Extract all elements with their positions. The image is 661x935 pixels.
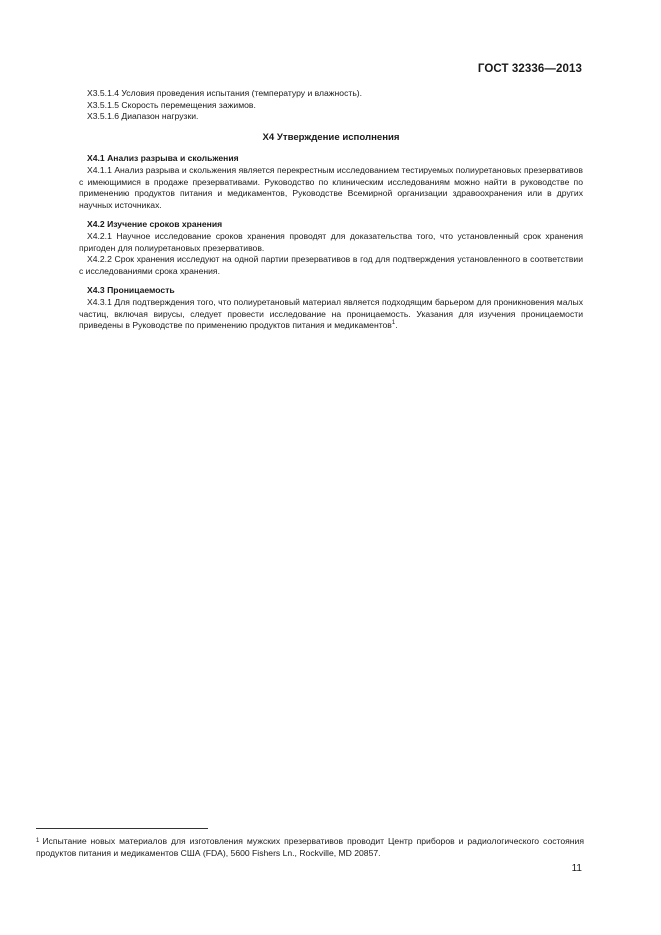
subsection-heading: Х4.3 Проницаемость (87, 285, 175, 296)
footnote-divider (36, 828, 208, 829)
document-body (79, 88, 583, 332)
paragraph-end: . (395, 320, 398, 331)
footnote-reference[interactable]: 1 (391, 320, 396, 327)
list-item: X3.5.1.4 Условия проведения испытания (температуру и влажность). (87, 88, 363, 98)
subsection-heading: Х4.1 Анализ разрыва и скольжения (87, 153, 239, 164)
paragraph: Х4.1.1 Анализ разрыва и скольжения является перекрестным исследованием тестируемых полиуретановых презервативов с имеющимися в продаже презервативами. Руководство по клиническим исследованиям можно найти в руководстве по применению продуктов питания и медикаментов, Руководстве Всемирной организации здравоохранения или в других научных источниках. (79, 164, 583, 210)
paragraph: Х4.2.2 Срок хранения исследуют на одной партии презервативов в год для подтверждения установленного в соответствии с исследованиями срока хранения. (79, 254, 583, 276)
footnote-text: Испытание новых материалов для изготовления мужских презервативов проводит Центр приборов и радиологического состояния продуктов питания и медикаментов США (FDA), 5600 Fishers Ln., Rockville, MD 20857. (36, 836, 584, 858)
footnote (36, 836, 584, 859)
list-item: X3.5.1.5 Скорость перемещения зажимов. (87, 99, 256, 110)
paragraph-text: Х4.3.1 Для подтверждения того, что полиуретановый материал является подходящим барьером для проникновения малых частиц, включая вирусы, следует провести исследование на проницаемость. Указания для изучения проницаемости приведены в Руководстве по применению продуктов питания и медикаментов (79, 296, 583, 331)
footnote-mark: 1 (36, 838, 40, 844)
document-code: ГОСТ 32336—2013 (477, 63, 582, 75)
page-number: 11 (571, 863, 582, 874)
paragraph (79, 297, 583, 332)
section-title: Х4 Утверждение исполнения (262, 131, 400, 143)
subsection-heading: Х4.2 Изучение сроков хранения (87, 219, 223, 230)
paragraph: Х4.2.1 Научное исследование сроков хранения проводят для доказательства того, что установленный срок хранения пригоден для полиуретановых презервативов. (79, 230, 583, 253)
list-item: X3.5.1.6 Диапазон нагрузки. (87, 111, 199, 122)
